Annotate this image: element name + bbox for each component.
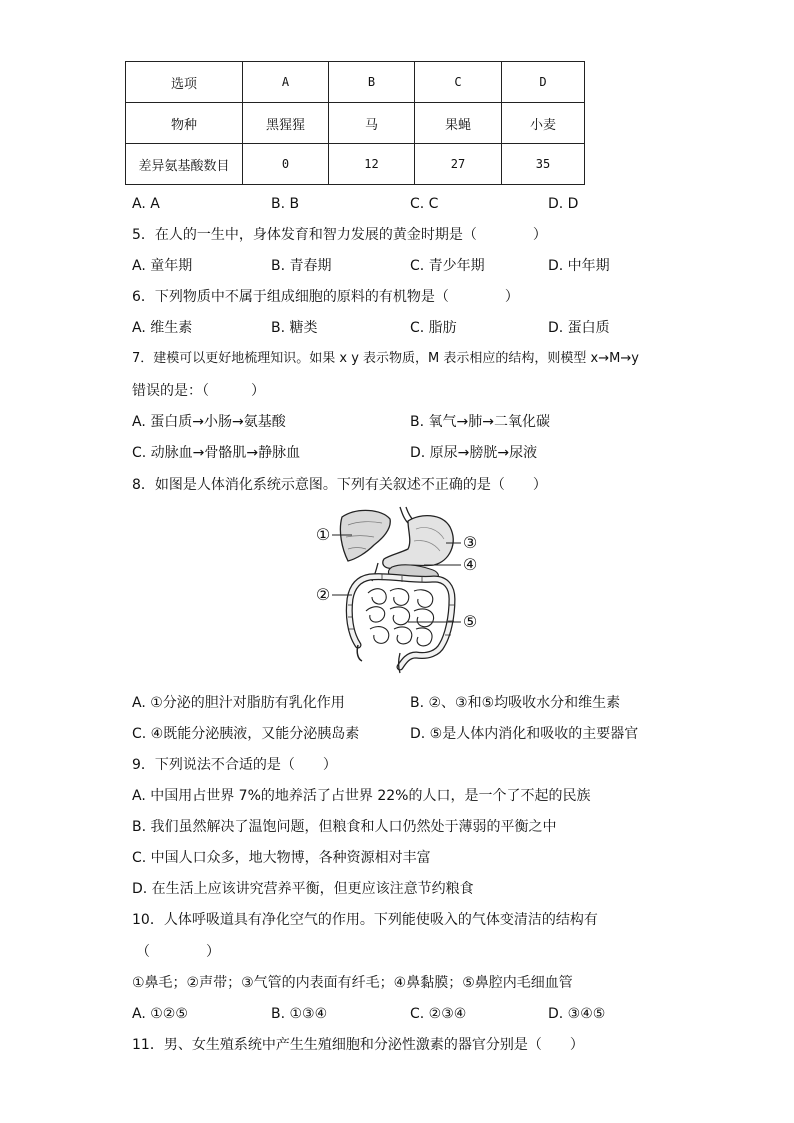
- stomach-shape: [383, 516, 453, 569]
- q9-stem: 9．下列说法不合适的是（ ）: [132, 757, 337, 773]
- q10-stem-line1: 10．人体呼吸道具有净化空气的作用。下列能使吸入的气体变清洁的结构有: [132, 912, 598, 928]
- table-cell: B: [329, 62, 415, 103]
- table-row: [126, 144, 585, 185]
- table-cell: A: [243, 62, 329, 103]
- table-row: [126, 62, 585, 103]
- table-cell: 选项: [126, 62, 243, 103]
- table-cell: 黑猩猩: [243, 103, 329, 144]
- diagram-label-2: ②: [315, 585, 331, 604]
- q10-option-a[interactable]: A. ①②⑤: [132, 1006, 188, 1022]
- table-row: [126, 103, 585, 144]
- q7-option-a[interactable]: A. 蛋白质→小肠→氨基酸: [132, 414, 286, 430]
- q9-option-a[interactable]: A. 中国用占世界 7%的地养活了占世界 22%的人口，是一个了不起的民族: [132, 788, 591, 804]
- q10-items: ①鼻毛；②声带；③气管的内表面有纤毛；④鼻黏膜；⑤鼻腔内毛细血管: [132, 975, 573, 991]
- q8-option-b[interactable]: B. ②、③和⑤均吸收水分和维生素: [410, 695, 621, 711]
- q6-option-d[interactable]: D. 蛋白质: [548, 320, 610, 336]
- table-cell: 35: [502, 144, 585, 185]
- diagram-label-3: ③: [462, 533, 478, 552]
- amino-acid-table: [125, 61, 585, 185]
- q5-stem: 5．在人的一生中，身体发育和智力发展的黄金时期是（ ）: [132, 227, 547, 243]
- q9-option-b[interactable]: B. 我们虽然解决了温饱问题，但粮食和人口仍然处于薄弱的平衡之中: [132, 819, 557, 835]
- q11-stem: 11．男、女生殖系统中产生生殖细胞和分泌性激素的器官分别是（ ）: [132, 1037, 584, 1053]
- q7-stem-line1: 7．建模可以更好地梳理知识。如果 x y 表示物质，M 表示相应的结构，则模型 x→M→y: [132, 351, 639, 366]
- q6-option-b[interactable]: B. 糖类: [271, 320, 318, 336]
- q5-option-a[interactable]: A. 童年期: [132, 258, 193, 274]
- q5-option-b[interactable]: B. 青春期: [271, 258, 332, 274]
- table-cell: 差异氨基酸数目: [126, 144, 243, 185]
- diagram-label-1: ①: [315, 525, 331, 544]
- q7-option-c[interactable]: C. 动脉血→骨骼肌→静脉血: [132, 445, 301, 461]
- q10-stem-line2: （ ）: [136, 944, 220, 960]
- q7-option-d[interactable]: D. 原尿→膀胱→尿液: [410, 445, 538, 461]
- q10-option-b[interactable]: B. ①③④: [271, 1006, 328, 1022]
- q10-option-d[interactable]: D. ③④⑤: [548, 1006, 606, 1022]
- table-cell: 27: [415, 144, 502, 185]
- q7-option-b[interactable]: B. 氧气→肺→二氧化碳: [410, 414, 550, 430]
- q10-option-c[interactable]: C. ②③④: [410, 1006, 467, 1022]
- q5-option-c[interactable]: C. 青少年期: [410, 258, 485, 274]
- table-cell: 0: [243, 144, 329, 185]
- q7-stem-line2: 错误的是：（ ）: [132, 383, 265, 399]
- digestive-system-diagram: [312, 505, 484, 677]
- diagram-label-4: ④: [462, 555, 478, 574]
- table-cell: 小麦: [502, 103, 585, 144]
- table-cell: 12: [329, 144, 415, 185]
- q4-option-a[interactable]: A. A: [132, 196, 160, 212]
- q5-option-d[interactable]: D. 中年期: [548, 258, 610, 274]
- table-cell: C: [415, 62, 502, 103]
- table-cell: 马: [329, 103, 415, 144]
- q4-option-c[interactable]: C. C: [410, 196, 439, 212]
- q8-stem: 8．如图是人体消化系统示意图。下列有关叙述不正确的是（ ）: [132, 477, 547, 493]
- small-intestine-shape: [366, 589, 434, 646]
- q6-option-a[interactable]: A. 维生素: [132, 320, 193, 336]
- q4-option-d[interactable]: D. D: [548, 196, 579, 212]
- table-cell: 物种: [126, 103, 243, 144]
- table-cell: 果蝇: [415, 103, 502, 144]
- q8-option-d[interactable]: D. ⑤是人体内消化和吸收的主要器官: [410, 726, 639, 742]
- diagram-label-5: ⑤: [462, 612, 478, 631]
- q8-option-a[interactable]: A. ①分泌的胆汁对脂肪有乳化作用: [132, 695, 345, 711]
- q9-option-c[interactable]: C. 中国人口众多，地大物博，各种资源相对丰富: [132, 850, 431, 866]
- q6-option-c[interactable]: C. 脂肪: [410, 320, 457, 336]
- q4-option-b[interactable]: B. B: [271, 196, 300, 212]
- q8-option-c[interactable]: C. ④既能分泌胰液，又能分泌胰岛素: [132, 726, 360, 742]
- q6-stem: 6．下列物质中不属于组成细胞的原料的有机物是（ ）: [132, 289, 519, 305]
- table-cell: D: [502, 62, 585, 103]
- q9-option-d[interactable]: D. 在生活上应该讲究营养平衡，但更应该注意节约粮食: [132, 881, 474, 897]
